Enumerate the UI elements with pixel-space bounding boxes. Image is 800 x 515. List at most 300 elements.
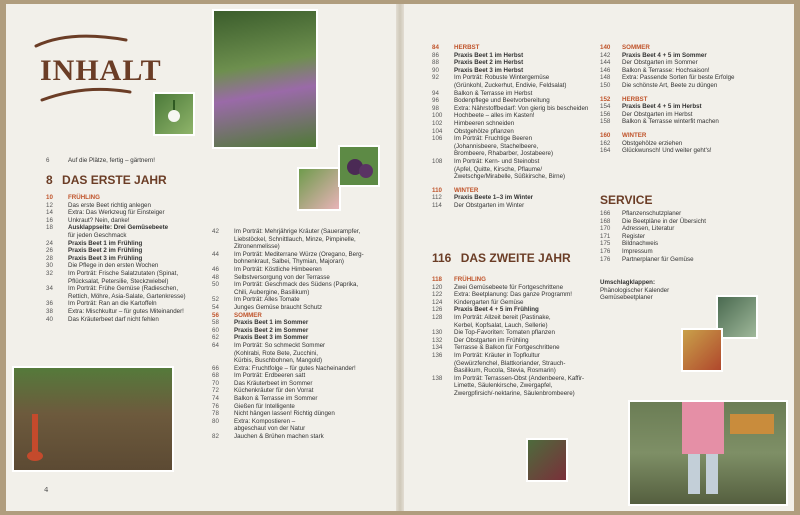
toc-page-number: 66 [212,364,219,372]
toc-title: Praxis Beet 1 im Sommer [234,319,309,327]
toc-title: Limette, Säulenkirsche, Zwergapfel, [454,382,553,390]
toc-page-number [212,243,234,251]
toc-column-3 [432,44,600,209]
toc-row [432,143,600,151]
toc-row [600,233,770,241]
toc-row [432,284,600,292]
toc-row [600,132,770,140]
toc-row [432,367,600,375]
toc-page-number: 50 [212,281,219,289]
toc-row [46,202,206,210]
toc-row [46,217,206,225]
toc-row [46,308,206,316]
toc-page-number [212,350,234,358]
toc-page-number: 60 [212,326,219,334]
toc-title: Partnerplaner für Gemüse [622,255,694,263]
section-second-year [432,251,571,265]
toc-page-number: 144 [600,59,611,67]
toc-row [46,209,206,217]
toc-title: Brombeere, Rhabarber, Jostabeere) [454,150,554,158]
toc-row [600,240,770,248]
toc-page-number: 48 [212,273,219,281]
toc-row [432,299,600,307]
toc-row [212,342,390,350]
toc-title: Extra: Beetplanung: Das ganze Programm! [454,291,572,299]
toc-title: Im Porträt: Ran an die Kartoffeln [68,300,157,308]
toc-title: Zwei Gemüsebeete für Fortgeschrittene [454,283,564,291]
toc-page-number: 10 [46,194,53,201]
intro-entry [46,157,155,165]
section-page-number: 8 [46,173,53,187]
section-title: DAS ZWEITE JAHR [460,251,571,265]
toc-page-number [212,357,234,365]
toc-row [600,96,770,104]
toc-page-number: 32 [46,269,53,277]
toc-title: Auf die Plätze, fertig – gärtnern! [68,157,156,164]
apple-blossom-photo [297,167,341,211]
toc-page-number [432,82,454,90]
toc-page-number: 132 [432,336,443,344]
toc-row [432,97,600,105]
section-service: SERVICE [600,193,653,207]
toc-page-number [212,289,234,297]
toc-title: Praxis Beet 2 im Frühling [68,247,143,255]
cover-flaps [600,279,720,302]
toc-row [212,312,390,320]
toc-title: Kerbel, Kopfsalat, Lauch, Sellerie) [454,321,548,329]
toc-title: Balkon & Terrasse im Herbst [454,89,533,97]
toc-page-number: 88 [432,59,439,67]
toc-row [432,202,600,210]
toc-title: Zwergpfirsich/-nektarine, Säulenbrombeere) [454,389,575,397]
toc-page-number [212,236,234,244]
toc-page-number: 120 [432,283,443,291]
toc-row [432,59,600,67]
toc-title: Im Porträt: Frische Salatzutaten (Spinat, [68,269,179,277]
toc-row [46,270,206,278]
toc-page-number: 162 [600,139,611,147]
toc-title: Das Kräuterbeet im Sommer [234,379,313,387]
toc-page-number: 110 [432,186,442,194]
toc-title: Praxis Beet 4 + 5 im Frühling [454,306,539,314]
toc-page-number: 82 [212,433,219,441]
toc-row [432,90,600,98]
rhubarb-photo [526,438,568,482]
toc-title: Rettich, Möhre, Asia-Salate, Gartenkresse) [68,292,186,300]
toc-title: Die Beetpläne in der Übersicht [622,217,706,225]
toc-row [212,266,390,274]
toc-row [432,276,600,284]
toc-page-number: 160 [600,131,611,139]
toc-row [600,248,770,256]
toc-page-number: 140 [600,44,611,51]
toc-title: Zitronenmelisse) [234,243,280,251]
toc-title: Glückwunsch! Und weiter geht's! [622,147,712,155]
toc-row [432,120,600,128]
toc-page-number: 18 [46,224,53,232]
toc-row [212,243,390,251]
toc-page-number: 80 [212,417,219,425]
toc-page-number [212,425,234,433]
toc-row [212,289,390,297]
toc-title: Extra: Nährstoffbedarf: Von gierig bis bescheiden [454,104,589,112]
toc-page-number: 136 [432,351,443,359]
toc-title: Im Porträt: Köstliche Himbeeren [234,265,322,273]
toc-page-number: 12 [46,201,53,209]
toc-title: Im Porträt: Kern- und Steinobst [454,157,540,165]
toc-title: Unkraut? Nein, danke! [68,216,130,224]
toc-page-number [432,173,454,181]
toc-page-number: 54 [212,303,219,311]
toc-page-number: 102 [432,119,443,127]
toc-title: Im Porträt: Geschmack des Südens (Paprika, [234,281,359,289]
toc-page-number: 128 [432,313,443,321]
toc-row [46,255,206,263]
toc-row [212,304,390,312]
toc-season-heading: FRÜHLING [454,276,486,283]
toc-row [432,52,600,60]
toc-row [432,166,600,174]
toc-page-number: 40 [46,315,53,323]
toc-title: Hochbeete – alles im Kasten! [454,112,535,120]
toc-season-heading: WINTER [622,131,647,139]
toc-row [600,67,770,75]
page-number: 4 [44,486,49,494]
toc-page-number: 166 [600,210,611,217]
toc-row [212,387,390,395]
toc-title: (Johannisbeere, Stachelbeere, [454,142,539,150]
toc-page-number [46,232,68,240]
section-first-year [46,173,167,187]
toc-title: Im Porträt: Mehrjährige Kräuter (Sauerampfer, [234,228,361,235]
toc-title: Praxis Beet 1 im Frühling [68,239,143,247]
toc-title: Balkon & Terrasse im Sommer [234,395,318,403]
toc-row [46,285,206,293]
toc-page-number: 24 [46,239,53,247]
toc-column-3b [432,276,600,398]
toc-title: Die Top-Favoriten: Tomaten pflanzen [454,329,555,337]
toc-page-number: 168 [600,217,611,225]
toc-row [432,329,600,337]
toc-page-number: 44 [212,250,219,258]
toc-season-heading: SOMMER [234,311,262,319]
toc-page-number [46,293,68,301]
toc-title: (Grünkohl, Zuckerhut, Endivie, Feldsalat) [454,81,567,89]
toc-title: Das erste Beet richtig anlegen [68,201,151,209]
toc-row [432,74,600,82]
toc-title: Extra: Mischkultur – für gutes Miteinander! [68,307,184,315]
toc-title: Die schönste Art, Beete zu düngen [622,81,718,89]
toc-page-number: 152 [600,95,611,103]
toc-page-number: 118 [432,276,442,283]
toc-page-number: 56 [212,311,219,319]
toc-title: Obstgehölze erziehen [622,139,683,147]
toc-title: Pflanzenschutzplaner [622,210,682,217]
section-page-number: 116 [432,251,452,265]
toc-title: Himbeeren schneiden [454,119,515,127]
toc-row [46,224,206,232]
toc-title: Impressum [622,247,653,255]
toc-title: Extra: Passende Sorten für beste Erfolge [622,74,735,82]
toc-page-number: 94 [432,89,439,97]
toc-row [212,410,390,418]
toc-title: Gießen für Intelligente [234,402,295,410]
toc-row [212,319,390,327]
toc-title: Das Kräuterbeet darf nicht fehlen [68,315,159,323]
toc-season-heading: WINTER [454,186,479,194]
toc-title: Der Obstgarten im Winter [454,201,525,209]
toc-page-number [432,322,454,330]
toc-title: Register [622,232,646,240]
toc-row [600,210,770,218]
toc-page-number [432,390,454,398]
toc-row [432,291,600,299]
toc-page-number: 68 [212,372,219,380]
toc-row [600,256,770,264]
toc-page-number: 175 [600,240,611,248]
toc-row [432,105,600,113]
toc-page-number: 76 [212,402,219,410]
toc-row [600,44,770,52]
flap-item: Phänologischer Kalender [600,286,670,294]
toc-page-number: 142 [600,51,611,59]
toc-title: Im Porträt: Mediterrane Würze (Oregano, Berg- [234,250,364,258]
toc-row [432,344,600,352]
seedling-bed-photo [12,366,174,472]
toc-title: Obstgehölze pflanzen [454,127,514,135]
toc-row [212,425,390,433]
svg-text:INHALT: INHALT [40,54,162,87]
toc-title: Im Porträt: Erdbeeren satt [234,372,306,380]
toc-title: Kürbis, Buschbohnen, Mangold) [234,357,323,365]
toc-title: Praxis Beet 4 + 5 im Sommer [622,51,707,59]
toc-row [432,82,600,90]
toc-title: Im Porträt: Frühe Gemüse (Radieschen, [68,285,179,293]
toc-page-number: 134 [432,344,443,352]
toc-row [432,135,600,143]
garden-bed-photo [212,9,318,149]
toc-row [432,390,600,398]
toc-page-number: 64 [212,341,219,349]
toc-title: (Gewürzfenchel, Blattkoriander, Strauch- [454,359,566,367]
toc-row [212,251,390,259]
toc-page-number: 16 [46,216,53,224]
toc-title: Praxis Beet 1 im Herbst [454,51,524,59]
toc-title: Küchenkräuter für den Vorrat [234,387,314,395]
toc-title: Chili, Aubergine, Basilikum) [234,288,310,296]
toc-title: Extra: Das Werkzeug für Einsteiger [68,209,165,217]
toc-row [212,296,390,304]
toc-title: Bildnachweis [622,240,659,248]
toc-row [212,380,390,388]
toc-row [46,157,155,165]
toc-page-number: 28 [46,254,53,262]
toc-title: Praxis Beete 1–3 im Winter [454,194,534,202]
toc-title: Der Obstgarten im Frühling [454,336,529,344]
toc-page-number: 164 [600,147,611,155]
toc-page-number: 34 [46,285,53,293]
toc-title: Praxis Beet 3 im Sommer [234,334,309,342]
toc-page-number: 106 [432,135,443,143]
toc-row [212,357,390,365]
toc-row [212,365,390,373]
toc-column-4 [600,44,770,155]
toc-page-number: 36 [46,300,53,308]
toc-page-number: 122 [432,291,443,299]
toc-row [600,103,770,111]
toc-row [212,274,390,282]
autumn-leaves-photo [681,328,723,372]
toc-title: Pflücksalat, Petersilie, Steckzwiebel) [68,277,169,285]
gutter [396,4,404,511]
toc-row [212,236,390,244]
toc-title: Im Porträt: So schmeckt Sommer [234,341,326,349]
toc-row [432,352,600,360]
toc-page-number: 84 [432,44,439,51]
toc-page-number: 170 [600,225,611,233]
harvest-photo [628,400,788,506]
toc-page-number: 146 [600,66,611,74]
toc-page-number: 92 [432,74,439,82]
toc-row [46,262,206,270]
toc-page-number: 52 [212,296,219,304]
toc-row [600,82,770,90]
toc-row [46,232,206,240]
toc-title: (Apfel, Quitte, Kirsche, Pflaume/ [454,165,543,173]
toc-row [432,314,600,322]
plum-photo [338,145,380,187]
inhalt-title [30,22,162,112]
toc-title: für jeden Geschmack [68,231,127,239]
toc-page-number [432,143,454,151]
toc-title: Im Porträt: Allzeit bereit (Pastinake, [454,313,551,321]
toc-title: Praxis Beet 3 im Herbst [454,66,524,74]
toc-page-number: 90 [432,66,439,74]
toc-page-number: 112 [432,194,442,202]
toc-title: Terrasse & Balkon für Fortgeschrittene [454,344,560,352]
toc-season-heading: SOMMER [622,44,650,51]
toc-title: Bodenpflege und Beetvorbereitung [454,97,550,105]
toc-page-number: 171 [600,232,611,240]
toc-season-heading: HERBST [622,95,648,103]
toc-row [212,281,390,289]
toc-title: Zwetschge/Mirabelle, Süßkirsche, Birne) [454,173,566,181]
toc-row [46,300,206,308]
toc-row [212,418,390,426]
toc-title: Der Obstgarten im Herbst [622,110,693,118]
toc-title: Im Porträt: Terrassen-Obst (Andenbeere, Kaffir- [454,374,585,382]
toc-row [432,306,600,314]
toc-title: abgeschaut von der Natur [234,425,306,433]
toc-title: Im Porträt: Fruchtige Beeren [454,135,533,143]
toc-page-number: 176 [600,255,611,263]
toc-page-number [46,278,68,286]
flap-item: Gemüsebeetplaner [600,294,653,302]
toc-title: Extra: Fruchtfolge – für gutes Nacheinander! [234,364,356,372]
toc-row [600,140,770,148]
section-title: DAS ERSTE JAHR [62,173,167,187]
toc-title: Im Porträt: Robuste Wintergemüse [454,74,550,82]
toc-page-number: 58 [212,319,219,327]
toc-column-2 [212,228,390,441]
toc-page-number: 98 [432,104,439,112]
toc-row [600,111,770,119]
toc-row [212,403,390,411]
toc-page-number: 86 [432,51,439,59]
toc-title: Kindergarten für Gemüse [454,298,524,306]
toc-row [212,433,390,441]
toc-title: Liebstöckel, Schnittlauch, Minze, Pimpinelle, [234,235,356,243]
toc-row [46,293,206,301]
toc-season-heading: HERBST [454,44,480,51]
toc-row [212,258,390,266]
toc-page-number: 26 [46,247,53,255]
toc-page-number: 42 [212,228,219,235]
toc-row [600,218,770,226]
toc-row [600,74,770,82]
toc-title: Im Porträt: Kräuter in Topfkultur [454,351,540,359]
toc-page-number [432,367,454,375]
toc-page-number: 176 [600,247,611,255]
toc-page-number: 138 [432,374,443,382]
toc-page-number [432,150,454,158]
toc-page-number: 74 [212,395,219,403]
toc-row [432,112,600,120]
toc-title: Im Porträt: Alles Tomate [234,296,300,304]
toc-row [600,147,770,155]
toc-page-number: 126 [432,306,443,314]
toc-page-number [212,258,234,266]
toc-row [432,322,600,330]
toc-row [432,375,600,383]
toc-row [212,334,390,342]
toc-title: Junges Gemüse braucht Schutz [234,303,323,311]
toc-row [46,278,206,286]
toc-row [600,118,770,126]
toc-page-number: 108 [432,157,443,165]
toc-row [432,194,600,202]
toc-column-4b [600,210,770,263]
toc-page-number: 114 [432,201,442,209]
toc-title: Ausklappseite: Drei Gemüsebeete [68,224,169,232]
toc-title: Basilikum, Rucola, Stevia, Rosmarin) [454,367,556,375]
toc-row [46,194,206,202]
toc-page-number: 14 [46,209,53,217]
toc-page-number: 96 [432,97,439,105]
toc-row [432,158,600,166]
toc-page-number: 70 [212,379,219,387]
toc-page-number: 124 [432,298,443,306]
toc-page-number [432,360,454,368]
toc-title: Die Pflege in den ersten Wochen [68,262,159,270]
toc-title: (Kohlrabi, Rote Bete, Zucchini, [234,349,318,357]
toc-page-number [432,382,454,390]
toc-row [212,372,390,380]
toc-row [432,382,600,390]
toc-title: Nicht hängen lassen! Richtig düngen [234,410,335,418]
toc-row [432,67,600,75]
toc-row [432,337,600,345]
toc-title: Praxis Beet 4 + 5 im Herbst [622,103,702,111]
toc-page-number: 62 [212,334,219,342]
flaps-title: Umschlagklappen: [600,279,656,286]
toc-page-number: 6 [46,157,50,164]
toc-row [432,128,600,136]
toc-title: Adressen, Literatur [622,225,675,233]
toc-row [432,150,600,158]
toc-row [212,350,390,358]
toc-title: Selbstversorgung von der Terrasse [234,273,330,281]
